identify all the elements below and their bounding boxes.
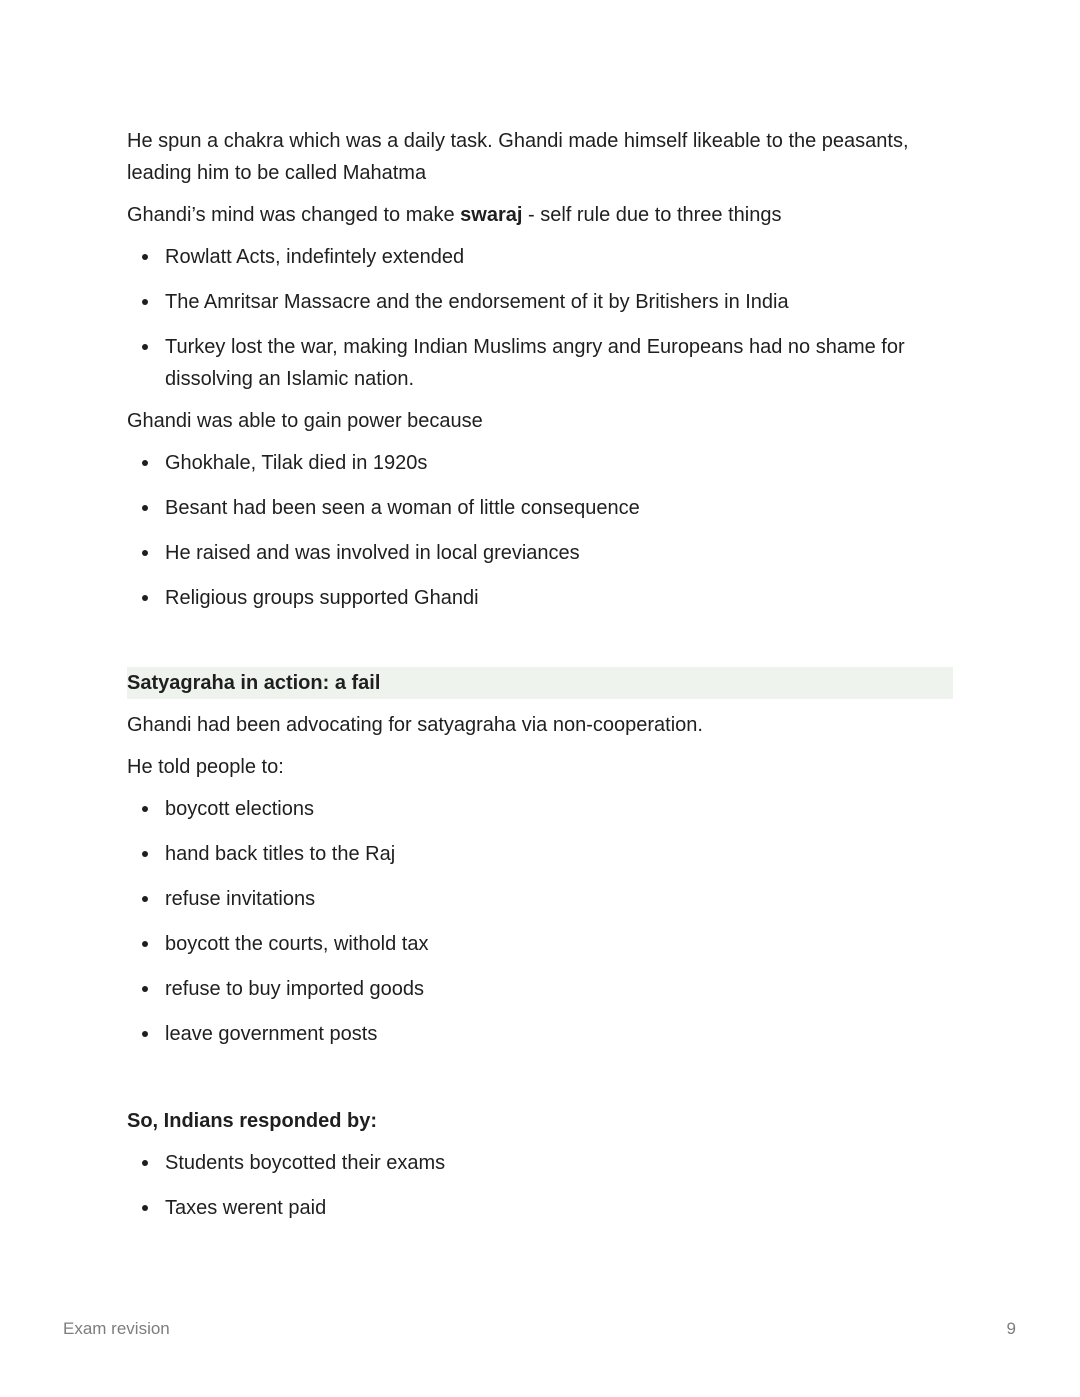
list-item: Religious groups supported Ghandi [127,582,953,614]
swaraj-term: swaraj [460,204,523,226]
list-item: Students boycotted their exams [127,1147,953,1179]
list-item: Besant had been seen a woman of little consequence [127,492,953,524]
swaraj-text-before: Ghandi’s mind was changed to make [127,204,461,226]
list-item: refuse to buy imported goods [127,973,953,1005]
list-item: Rowlatt Acts, indefintely extended [127,241,953,273]
list-item: boycott elections [127,793,953,825]
swaraj-paragraph [127,199,953,231]
power-list [127,447,953,614]
list-item: refuse invitations [127,883,953,915]
list-item: Turkey lost the war, making Indian Muslims angry and Europeans had no shame for dissolving an Islamic nation. [127,331,953,395]
swaraj-text-after: - self rule due to three things [522,204,782,226]
response-heading: So, Indians responded by: [127,1110,378,1132]
response-list [127,1147,953,1224]
intro-paragraph: He spun a chakra which was a daily task. Ghandi made himself likeable to the peasants, leading him to be called Mahatma [127,130,909,184]
list-item: Taxes werent paid [127,1192,953,1224]
satyagraha-paragraph: Ghandi had been advocating for satyagraha via non-cooperation. [127,714,703,736]
satyagraha-list [127,793,953,1050]
power-intro: Ghandi was able to gain power because [127,410,483,432]
list-item: hand back titles to the Raj [127,838,953,870]
list-item: The Amritsar Massacre and the endorsement of it by Britishers in India [127,286,953,318]
footer-label: Exam revision [63,1319,170,1338]
section-heading-satyagraha: Satyagraha in action: a fail [127,667,953,699]
told-people-paragraph: He told people to: [127,756,284,778]
page-content [127,125,953,1224]
list-item: leave government posts [127,1018,953,1050]
list-item: boycott the courts, withold tax [127,928,953,960]
list-item: Ghokhale, Tilak died in 1920s [127,447,953,479]
page-number: 9 [1006,1319,1016,1338]
three-things-list [127,241,953,395]
list-item: He raised and was involved in local greviances [127,537,953,569]
